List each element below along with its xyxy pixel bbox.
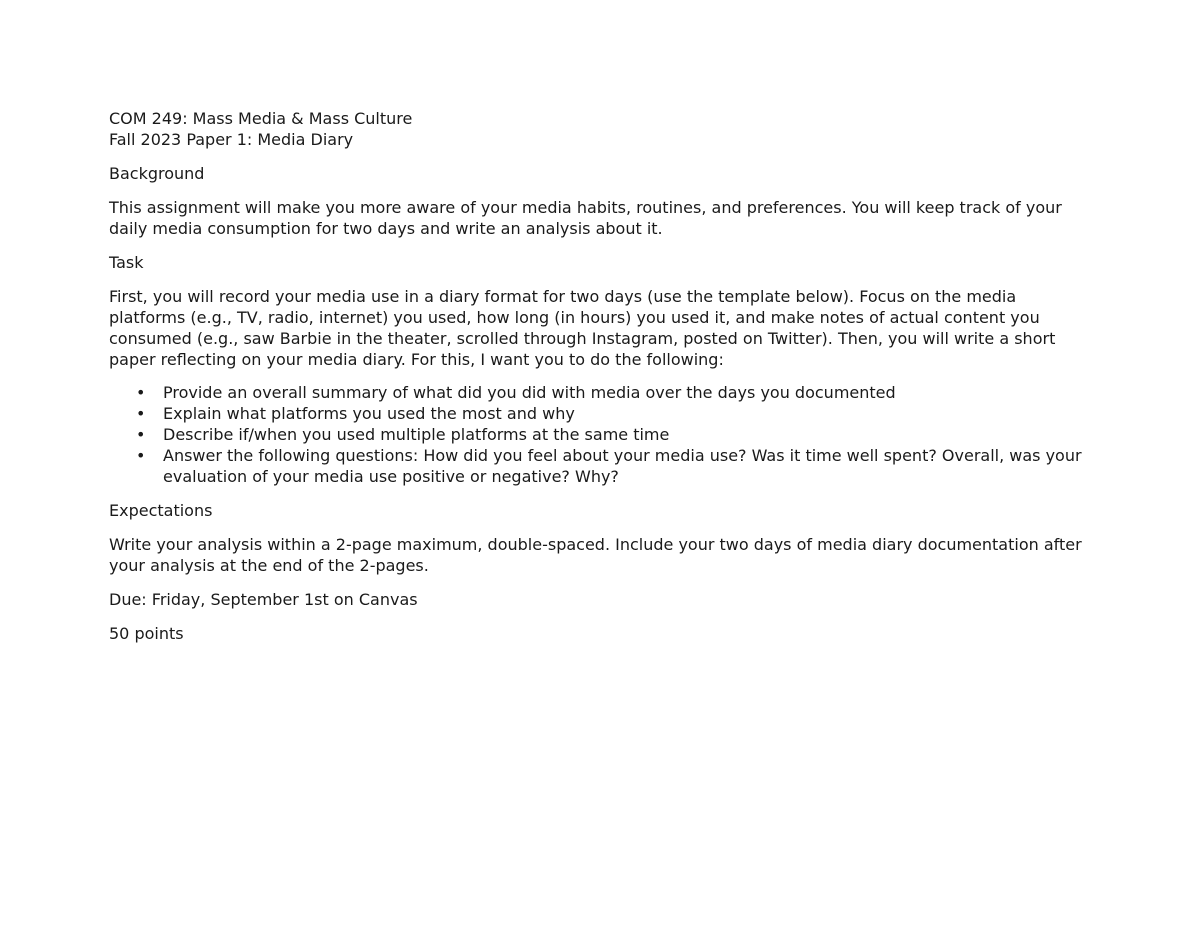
course-title: COM 249: Mass Media & Mass Culture	[109, 109, 413, 128]
due-date: Due: Friday, September 1st on Canvas	[109, 590, 418, 609]
task-text: First, you will record your media use in a diary format for two days (use the template below). Focus on the media platforms (e.g., TV, radio, internet) you used, how long (in hours) you used it, and make notes of actual content you consumed (e.g., saw Barbie in the theater, scrolled through Instagram, posted on Twitter). Then, you will write a short paper reflecting on your media diary. For this, I want you to do the following:	[109, 287, 1056, 369]
list-item-text: Provide an overall summary of what did you did with media over the days you documented	[163, 383, 896, 402]
document-page	[109, 108, 1089, 644]
assignment-title: Fall 2023 Paper 1: Media Diary	[109, 130, 354, 149]
list-item	[109, 403, 1089, 424]
task-heading: Task	[109, 253, 144, 272]
list-item	[109, 424, 1089, 445]
expectations-heading: Expectations	[109, 501, 213, 520]
list-item-text: Explain what platforms you used the most and why	[163, 404, 575, 423]
bullet-icon: •	[136, 446, 146, 465]
bullet-icon: •	[136, 404, 146, 423]
expectations-text: Write your analysis within a 2-page maximum, double-spaced. Include your two days of media diary documentation after your analysis at the end of the 2-pages.	[109, 535, 1082, 575]
list-item	[109, 382, 1089, 403]
background-text: This assignment will make you more aware of your media habits, routines, and preferences. You will keep track of your daily media consumption for two days and write an analysis about it.	[109, 198, 1062, 238]
background-heading: Background	[109, 164, 205, 183]
task-bullet-list	[109, 382, 1089, 487]
list-item-text: Describe if/when you used multiple platforms at the same time	[163, 425, 670, 444]
list-item-text: Answer the following questions: How did you feel about your media use? Was it time well spent? Overall, was your evaluation of your media use positive or negative? Why?	[163, 446, 1082, 486]
points-value: 50 points	[109, 624, 184, 643]
bullet-icon: •	[136, 383, 146, 402]
list-item	[109, 445, 1089, 487]
bullet-icon: •	[136, 425, 146, 444]
